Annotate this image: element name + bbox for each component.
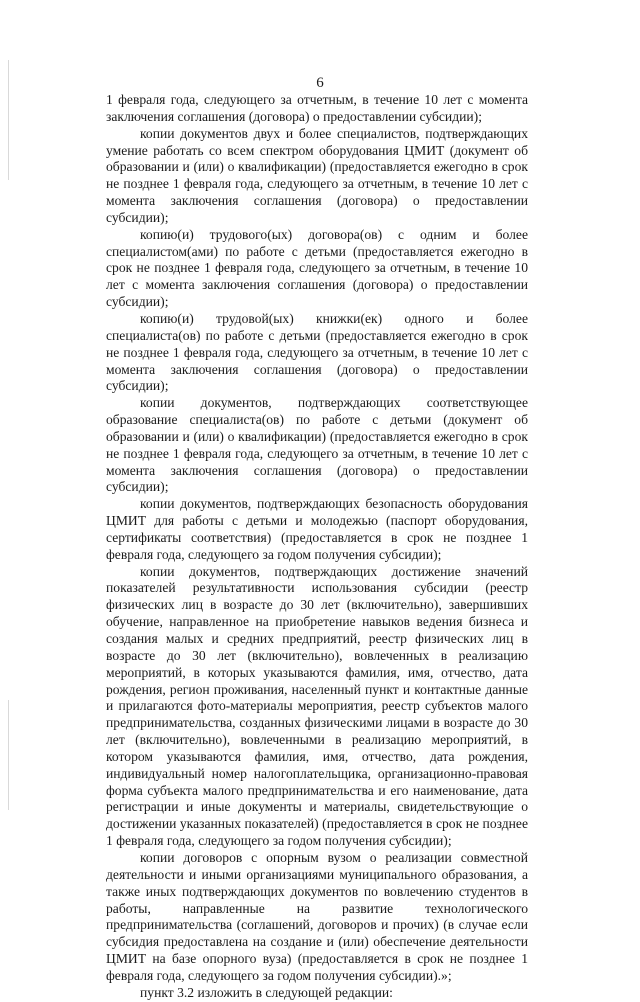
scan-margin-mark: [8, 700, 9, 810]
page-number: 6: [316, 75, 324, 91]
paragraph-university-agreements: копии договоров с опорным вузом о реализации совместной деятельности и иными организациями муниципального образования, а также иных подтверждающих документов по вовлечению студентов в работы, направленные на развитие технологического предпринимательства (соглашений, договоров и прочих) (в случае если субсидия предоставлена на создание и (или) обеспечение деятельности ЦМИТ на базе опорного вуза) (предоставляется в срок не позднее 1 февраля года, следующего за годом получения субсидии).»;: [106, 849, 528, 983]
paragraph-equipment-safety: копии документов, подтверждающих безопасность оборудования ЦМИТ для работы с детьми и молодежью (паспорт оборудования, сертификаты соответствия) (предоставляется в срок не позднее 1 февраля года, следующего за годом получения субсидии);: [106, 496, 528, 562]
paragraph-education-documents: копии документов, подтверждающих соответствующее образование специалиста(ов) по работе с детьми (документ об образовании и (или) о квалификации) (предоставляется ежегодно в срок не позднее 1 февраля года, следующего за отчетным, в течение 10 лет с момента заключения соглашения (договора) о предоставлении субсидии);: [106, 395, 528, 495]
document-body: [106, 92, 528, 1002]
paragraph-performance-indicators: копии документов, подтверждающих достижение значений показателей результативности использования субсидии (реестр физических лиц в возрасте до 30 лет (включительно), завершивших обучение, направленное на приобретение навыков ведения бизнеса и создания малых и средних предприятий, реестр физических лиц в возрасте до 30 лет (включительно), вовлеченных в реализацию мероприятий, в которых указываются фамилия, имя, отчество, дата рождения, регион проживания, населенный пункт и контактные данные и прилагаются фото-материалы мероприятия, реестр субъектов малого предпринимательства, созданных физическими лицами в возрасте до 30 лет (включительно), вовлеченными в реализацию мероприятий, в котором указываются фамилия, имя, отчество, дата рождения, индивидуальный номер налогоплательщика, организационно-правовая форма субъекта малого предпринимательства и его наименование, дата регистрации и иные документы и материалы, свидетельствующие о достижении указанных показателей) (предоставляется в срок не позднее 1 февраля года, следующего за годом получения субсидии);: [106, 563, 528, 849]
paragraph-specialists-copies: копии документов двух и более специалистов, подтверждающих умение работать со всем спектром оборудования ЦМИТ (документ об образовании и (или) о квалификации) (предоставляется ежегодно в срок не позднее 1 февраля года, следующего за отчетным, в течение 10 лет с момента заключения соглашения (договора) о предоставлении субсидии);: [106, 125, 528, 225]
paragraph-work-books: копию(и) трудовой(ых) книжки(ек) одного и более специалиста(ов) по работе с детьми (предоставляется ежегодно в срок не позднее 1 февраля года, следующего за отчетным, в течение 10 лет с момента заключения соглашения (договора) о предоставлении субсидии);: [106, 310, 528, 394]
paragraph-continuation: 1 февраля года, следующего за отчетным, в течение 10 лет с момента заключения соглашения (договора) о предоставлении субсидии);: [106, 92, 528, 124]
paragraph-clause-3-2: пункт 3.2 изложить в следующей редакции:: [140, 984, 393, 1000]
paragraph-employment-contracts: копию(и) трудового(ых) договора(ов) с одним и более специалистом(ами) по работе с детьми (предоставляется ежегодно в срок не позднее 1 февраля года, следующего за отчетным, в течение 10 лет с момента заключения соглашения (договора) о предоставлении субсидии);: [106, 226, 528, 310]
